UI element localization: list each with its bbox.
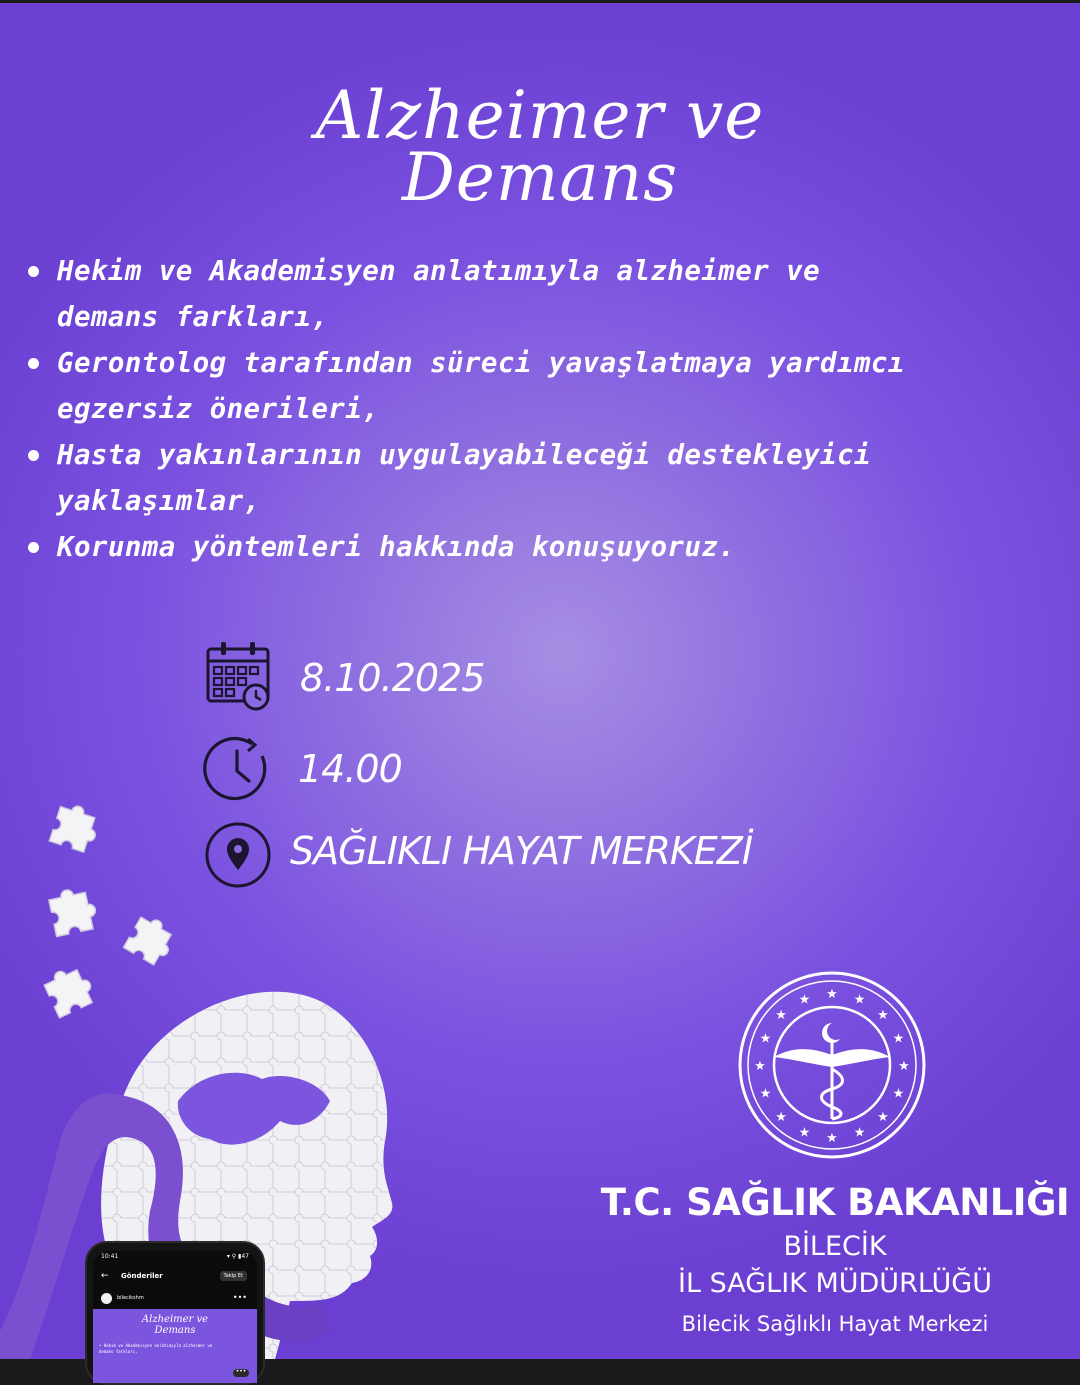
list-item-line: yaklaşımlar, [57, 485, 261, 517]
logo-star-icon: ★ [853, 1125, 866, 1141]
logo-star-icon: ★ [877, 1109, 889, 1125]
logo-star-icon: ★ [826, 987, 838, 1002]
list-item-line: Hekim ve Akademisyen anlatımıyla alzheimer ve [57, 255, 821, 287]
list-item [22, 248, 1067, 340]
phone-status-time: 10:41 [101, 1253, 119, 1260]
organization-department: İL SAĞLIK MÜDÜRLÜĞÜ [678, 1268, 992, 1299]
phone-username[interactable]: bilecikshm [117, 1295, 144, 1301]
avatar[interactable] [101, 1293, 112, 1304]
bullet-dot-icon [28, 542, 39, 553]
location-pin-icon [204, 820, 274, 890]
back-arrow-icon[interactable]: ← [101, 1271, 109, 1281]
logo-star-icon: ★ [798, 1125, 811, 1141]
poster [0, 3, 1080, 1375]
phone-menu-icon[interactable]: ••• [233, 1369, 249, 1377]
bullet-dot-icon [28, 358, 39, 369]
list-item-line: demans farkları, [57, 301, 329, 333]
logo-star-icon: ★ [759, 1086, 772, 1102]
puzzle-piece-icon [118, 911, 180, 973]
title-line-1: Alzheimer ve [315, 77, 765, 154]
logo-star-icon: ★ [853, 992, 866, 1008]
event-time: 14.00 [298, 747, 402, 791]
calendar-icon [204, 639, 274, 713]
list-item-line: Gerontolog tarafından süreci yavaşlatmaya yardımcı [57, 347, 905, 379]
topic-list [22, 248, 1067, 570]
organization-name: T.C. SAĞLIK BAKANLIĞI [600, 1181, 1070, 1224]
logo-star-icon: ★ [775, 1109, 787, 1125]
bullet-dot-icon [28, 450, 39, 461]
list-item-line: Hasta yakınlarının uygulayabileceği destekleyici [57, 439, 871, 471]
phone-post-image [93, 1309, 257, 1383]
logo-star-icon: ★ [775, 1008, 787, 1024]
phone-post-title-2: Demans [154, 1325, 196, 1336]
ministry-logo-icon [736, 969, 928, 1161]
event-location: SAĞLIKLI HAYAT MERKEZİ [290, 829, 753, 873]
phone-preview [85, 1241, 265, 1385]
organization-city: BİLECİK [783, 1231, 887, 1262]
list-item [22, 432, 1067, 524]
clock-icon [204, 736, 274, 802]
organization-center: Bilecik Sağlıklı Hayat Merkezi [681, 1312, 989, 1336]
logo-star-icon: ★ [759, 1031, 772, 1047]
puzzle-piece-icon [40, 881, 106, 947]
phone-post-line-1: • Hekim ve Akademisyen anlatımıyla alzheimer ve [99, 1343, 213, 1348]
event-date: 8.10.2025 [300, 656, 485, 700]
phone-header: Gönderiler [121, 1272, 163, 1280]
list-item [22, 340, 1067, 432]
follow-button[interactable]: Takip Et [220, 1271, 247, 1281]
logo-star-icon: ★ [898, 1059, 910, 1074]
logo-star-icon: ★ [877, 1008, 889, 1024]
title-line-2: Demans [401, 139, 679, 216]
puzzle-piece-icon [42, 798, 106, 862]
logo-star-icon: ★ [754, 1059, 766, 1074]
list-item [22, 524, 1067, 570]
list-item-line: egzersiz önerileri, [57, 393, 380, 425]
logo-star-icon: ★ [892, 1086, 905, 1102]
phone-post-line-2: demans farkları, [99, 1349, 138, 1354]
phone-status-icons: ▾ ⚲ ▮47 [226, 1253, 249, 1260]
logo-star-icon: ★ [826, 1131, 838, 1146]
bullet-dot-icon [28, 266, 39, 277]
logo-star-icon: ★ [798, 992, 811, 1008]
phone-post-title-1: Alzheimer ve [141, 1314, 209, 1325]
logo-star-icon: ★ [892, 1031, 905, 1047]
phone-screen [93, 1251, 257, 1383]
list-item-line: Korunma yöntemleri hakkında konuşuyoruz. [57, 531, 736, 563]
more-options-icon[interactable]: ••• [232, 1293, 247, 1302]
